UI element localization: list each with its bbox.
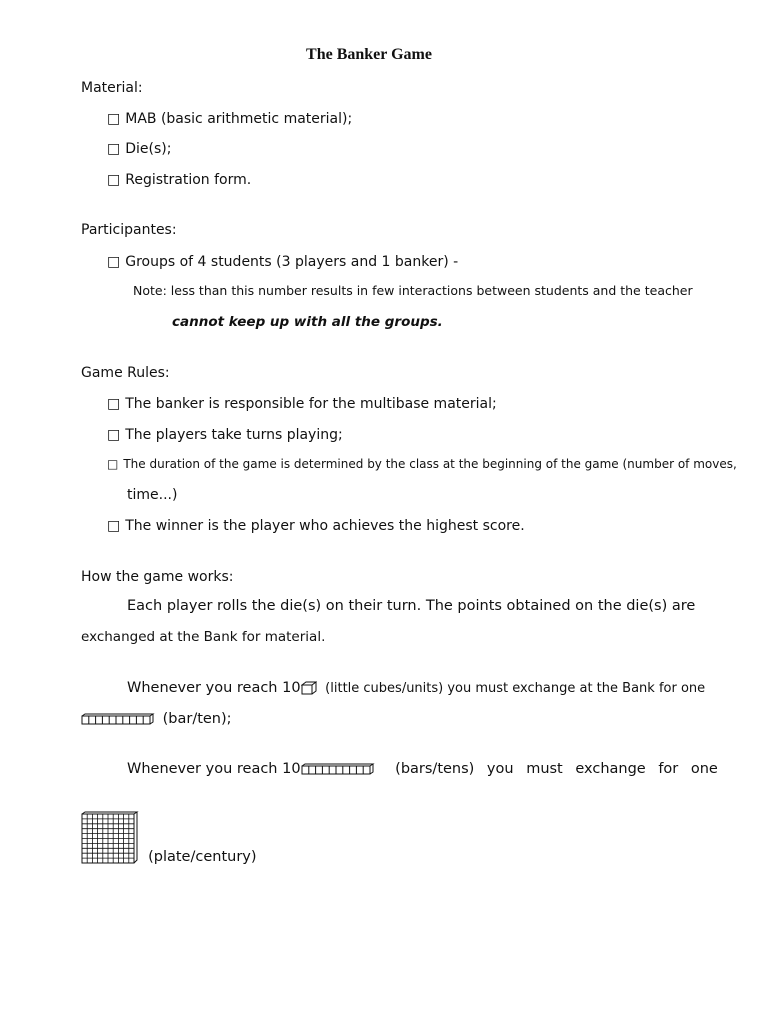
material-item-text: Registration form. bbox=[125, 172, 252, 188]
ten-bar-icon bbox=[81, 713, 155, 725]
participants-heading: Participantes: bbox=[81, 222, 177, 238]
rules-heading: Game Rules: bbox=[81, 365, 170, 381]
exchange-units-rest: (little cubes/units) you must exchange at the Bank for one bbox=[325, 681, 706, 696]
rules-item-text: The duration of the game is determined by the class at the beginning of the game (number of moves, bbox=[123, 457, 737, 471]
rules-item-text: The banker is responsible for the multibase material; bbox=[125, 396, 497, 412]
material-item bbox=[107, 141, 171, 157]
material-item-text: MAB (basic arithmetic material); bbox=[125, 111, 353, 127]
unit-cube-icon bbox=[301, 681, 317, 695]
rules-item bbox=[107, 457, 737, 471]
bullet-icon: □ bbox=[107, 254, 121, 270]
how-heading: How the game works: bbox=[81, 569, 234, 585]
exchange-units-line2 bbox=[81, 711, 232, 727]
bullet-icon: □ bbox=[107, 518, 121, 534]
bullet-icon: □ bbox=[107, 172, 121, 188]
hundred-plate-icon bbox=[81, 811, 139, 865]
ten-bar-icon bbox=[301, 763, 375, 775]
ten-bar-label: (bar/ten); bbox=[162, 711, 232, 727]
participants-note: Note: less than this number results in few interactions between students and the teacher bbox=[133, 283, 693, 298]
bullet-icon: □ bbox=[107, 427, 121, 443]
exchange-tens-start: Whenever you reach 10 bbox=[127, 761, 301, 777]
bullet-icon: □ bbox=[107, 396, 121, 412]
hundred-plate-line bbox=[81, 811, 257, 865]
bullet-icon: □ bbox=[107, 111, 121, 127]
how-paragraph-line: exchanged at the Bank for material. bbox=[81, 629, 326, 645]
rules-item bbox=[107, 518, 525, 534]
exchange-tens-line bbox=[127, 761, 718, 777]
participants-item-text: Groups of 4 students (3 players and 1 banker) - bbox=[125, 254, 459, 270]
participants-item bbox=[107, 254, 458, 270]
exchange-units-line bbox=[127, 680, 705, 696]
how-paragraph-line: Each player rolls the die(s) on their turn. The points obtained on the die(s) are bbox=[127, 598, 696, 614]
bullet-icon: □ bbox=[107, 457, 119, 471]
rules-item bbox=[107, 396, 497, 412]
hundred-plate-label: (plate/century) bbox=[148, 849, 257, 865]
rules-item bbox=[107, 427, 343, 443]
rules-item-text: The players take turns playing; bbox=[125, 427, 343, 443]
material-heading: Material: bbox=[81, 80, 143, 96]
exchange-units-start: Whenever you reach 10 bbox=[127, 680, 301, 696]
participants-note-emphasis: cannot keep up with all the groups. bbox=[172, 314, 443, 330]
rules-item-continuation: time...) bbox=[127, 487, 178, 503]
exchange-tens-rest: (bars/tens) you must exchange for one bbox=[395, 761, 718, 777]
material-item-text: Die(s); bbox=[125, 141, 172, 157]
material-item bbox=[107, 172, 251, 188]
material-item bbox=[107, 111, 352, 127]
bullet-icon: □ bbox=[107, 141, 121, 157]
rules-item-text: The winner is the player who achieves the highest score. bbox=[125, 518, 525, 534]
page-title: The Banker Game bbox=[306, 46, 432, 63]
